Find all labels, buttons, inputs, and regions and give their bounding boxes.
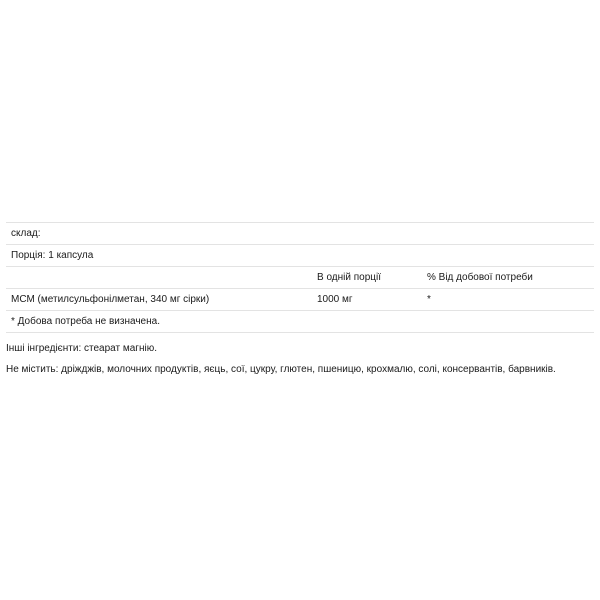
footnote-row (6, 311, 594, 333)
supplement-facts-table (6, 222, 594, 333)
ingredient-amount: 1000 мг (317, 294, 353, 305)
ingredient-daily-value: * (427, 294, 431, 305)
table-title: склад: (11, 228, 41, 239)
serving-row (6, 245, 594, 267)
other-ingredients: Інші інгредієнти: стеарат магнію. (6, 343, 157, 354)
table-row (6, 289, 594, 311)
table-header-row (6, 267, 594, 289)
ingredient-name: МСМ (метилсульфонілметан, 340 мг сірки) (11, 294, 210, 305)
serving-size: Порція: 1 капсула (11, 250, 94, 261)
table-title-row (6, 223, 594, 245)
footnote: * Добова потреба не визначена. (11, 316, 160, 327)
notes-section (6, 338, 596, 380)
header-daily-value: % Від добової потреби (427, 272, 533, 283)
free-from: Не містить: дріжджів, молочних продуктів, яєць, сої, цукру, глютен, пшеницю, крохмалю, солі, консервантів, барвників. (6, 364, 556, 375)
header-per-serving: В одній порції (317, 272, 381, 283)
